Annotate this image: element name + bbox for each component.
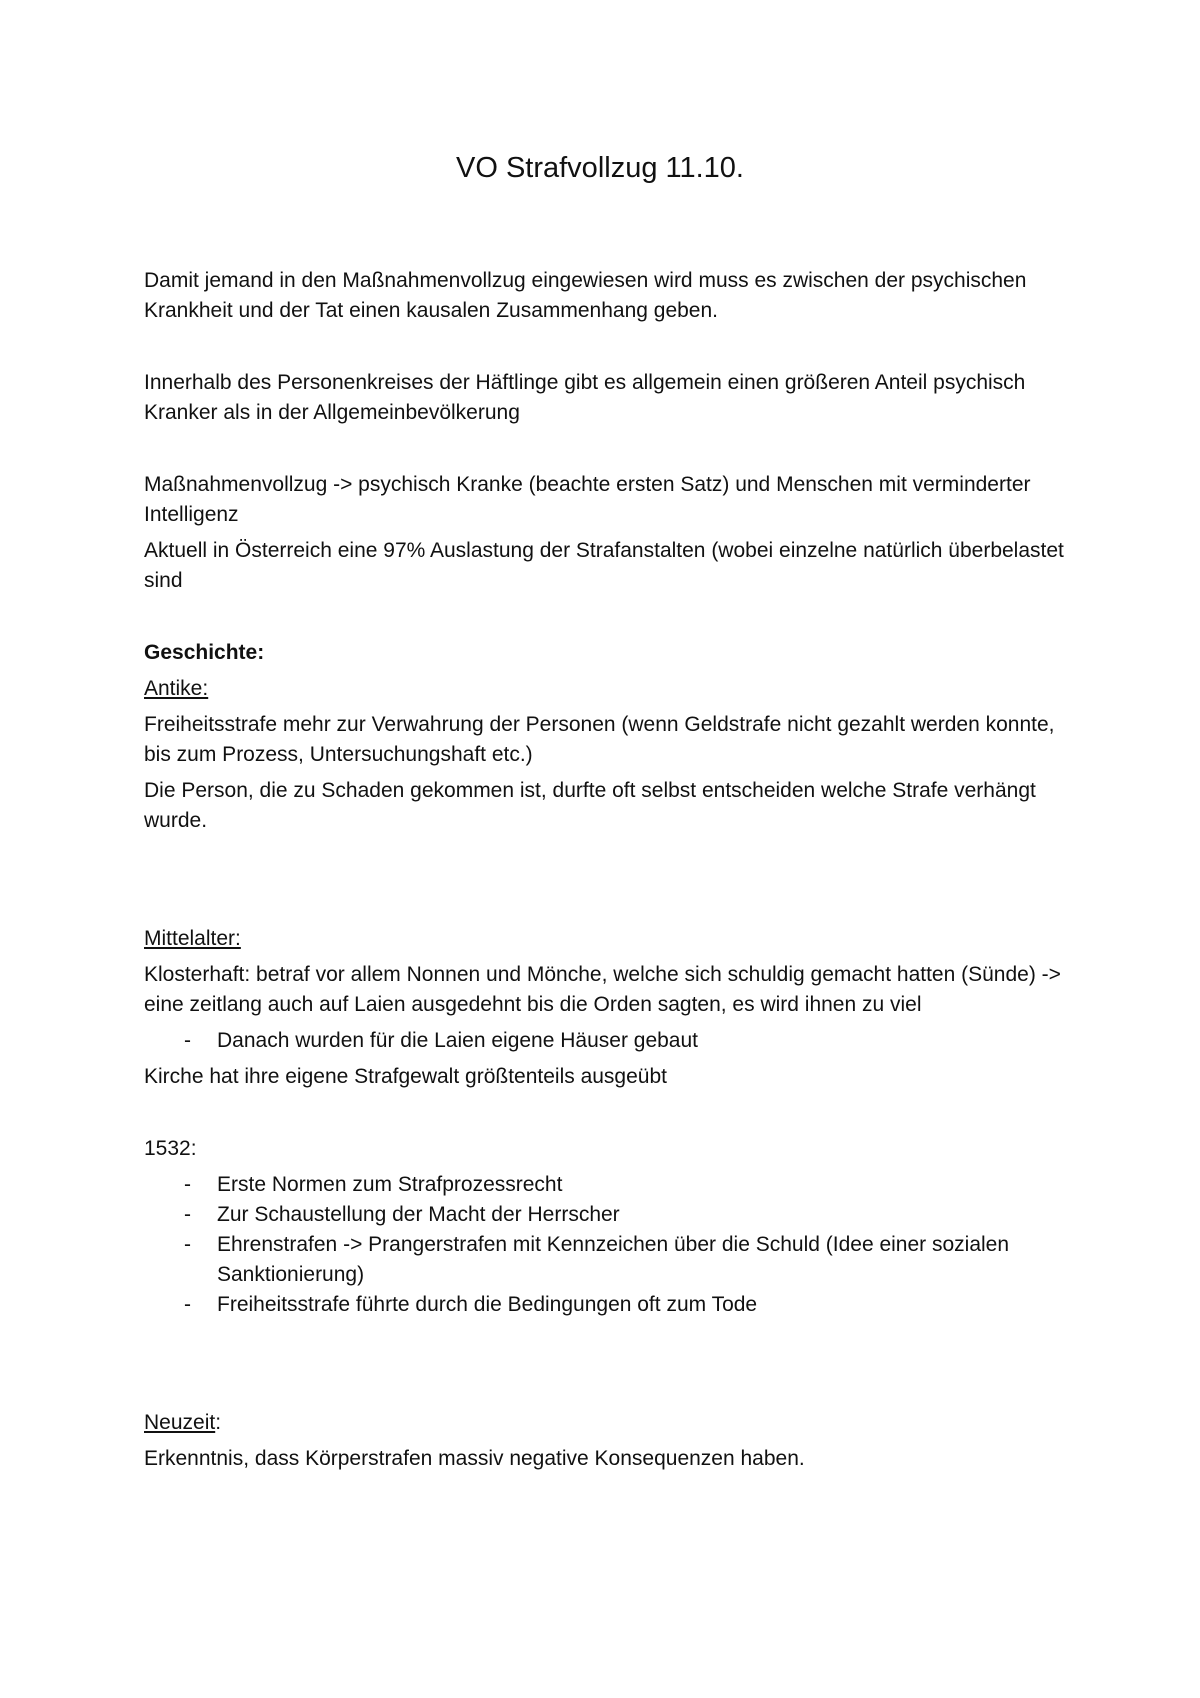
heading-1532: 1532: — [144, 1137, 197, 1160]
list-item — [144, 1200, 1064, 1230]
bullet-dash: - — [184, 1293, 191, 1316]
heading-mittelalter: Mittelalter: — [144, 927, 241, 950]
mittelalter-bullet-list — [144, 1026, 1064, 1056]
paragraph-kirche-strafgewalt: Kirche hat ihre eigene Strafgewalt größtenteils ausgeübt — [144, 1065, 667, 1088]
heading-neuzeit-line — [144, 1408, 1064, 1438]
paragraph-koerperstrafen: Erkenntnis, dass Körperstrafen massiv negative Konsequenzen haben. — [144, 1447, 805, 1470]
list-item — [144, 1230, 1064, 1290]
bullet-dash: - — [184, 1173, 191, 1196]
heading-geschichte: Geschichte: — [144, 641, 265, 664]
paragraph-klosterhaft: Klosterhaft: betraf vor allem Nonnen und Mönche, welche sich schuldig gemacht hatten (Sünde) -> eine zeitlang auch auf Laien ausgedehnt bis die Orden sagten, es wird ihnen zu viel — [144, 963, 1061, 1016]
paragraph-massnahmenvollzug: Maßnahmenvollzug -> psychisch Kranke (beachte ersten Satz) und Menschen mit verminderter Intelligenz — [144, 473, 1031, 526]
bullet-dash: - — [184, 1233, 191, 1256]
paragraph-massnahmen-kausal: Damit jemand in den Maßnahmenvollzug eingewiesen wird muss es zwischen der psychischen Krankheit und der Tat einen kausalen Zusammenhang geben. — [144, 269, 1027, 322]
document-title: VO Strafvollzug 11.10. — [455, 152, 744, 184]
paragraph-antike-strafe: Die Person, die zu Schaden gekommen ist, durfte oft selbst entscheiden welche Strafe verhängt wurde. — [144, 779, 1036, 832]
document-body — [144, 266, 1064, 1480]
bullet-dash: - — [184, 1203, 191, 1226]
list-item — [144, 1026, 1064, 1056]
bullet-dash: - — [184, 1029, 191, 1052]
list-item-text: Erste Normen zum Strafprozessrecht — [217, 1173, 563, 1196]
list-item-text: Danach wurden für die Laien eigene Häuser gebaut — [217, 1029, 699, 1052]
paragraph-antike-verwahrung: Freiheitsstrafe mehr zur Verwahrung der Personen (wenn Geldstrafe nicht gezahlt werden konnte, bis zum Prozess, Untersuchungshaft etc.) — [144, 713, 1055, 766]
list-item-text: Ehrenstrafen -> Prangerstrafen mit Kennzeichen über die Schuld (Idee einer sozialen Sanktionierung) — [217, 1233, 1010, 1286]
heading-neuzeit: Neuzeit — [144, 1411, 216, 1434]
paragraph-haeftlinge-anteil: Innerhalb des Personenkreises der Häftlinge gibt es allgemein einen größeren Anteil psychisch Kranker als in der Allgemeinbevölkerung — [144, 371, 1026, 424]
heading-neuzeit-colon: : — [215, 1411, 222, 1434]
list-item-text: Freiheitsstrafe führte durch die Bedingungen oft zum Tode — [217, 1293, 758, 1316]
bullet-list-1532 — [144, 1170, 1064, 1320]
heading-antike: Antike: — [144, 677, 209, 700]
paragraph-auslastung: Aktuell in Österreich eine 97% Auslastung der Strafanstalten (wobei einzelne natürlich überbelastet sind — [144, 539, 1064, 592]
list-item — [144, 1170, 1064, 1200]
list-item — [144, 1290, 1064, 1320]
list-item-text: Zur Schaustellung der Macht der Herrscher — [217, 1203, 620, 1226]
